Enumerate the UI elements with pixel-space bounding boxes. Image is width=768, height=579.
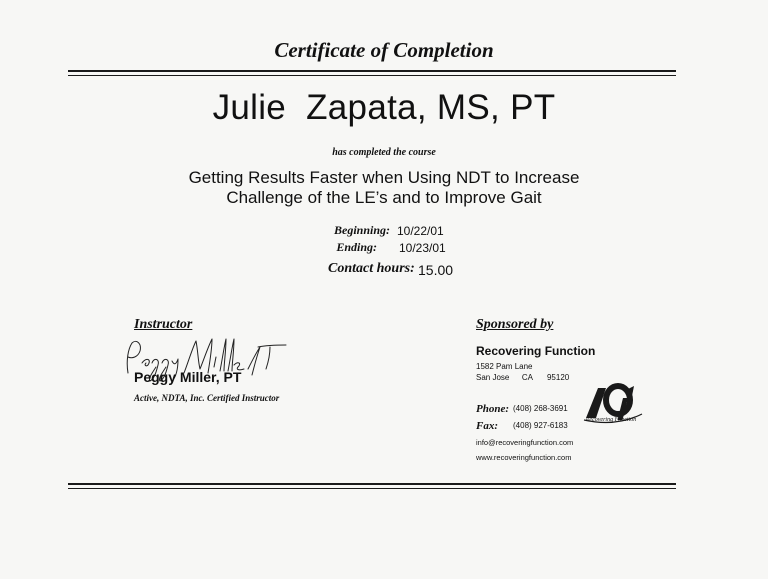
- contact-hours-value: 15.00: [418, 262, 454, 278]
- fax-value: (408) 927-6183: [513, 421, 568, 430]
- course-title-line2: Challenge of the LE’s and to Improve Gait: [226, 188, 542, 207]
- sponsor-state: CA: [521, 373, 533, 382]
- ending-value: 10/23/01: [399, 241, 446, 255]
- certificate-title: Certificate of Completion: [274, 38, 494, 62]
- ending-label: Ending:: [336, 240, 377, 254]
- fax-label: Fax:: [476, 420, 498, 432]
- beginning-value: 10/22/01: [397, 224, 444, 238]
- recipient-name: Julie Zapata, MS, PT: [212, 88, 556, 127]
- phone-label: Phone:: [476, 403, 509, 415]
- sponsor-zip: 95120: [546, 373, 570, 382]
- course-title: [0, 168, 768, 208]
- sponsor-name: Recovering Function: [476, 344, 596, 358]
- top-divider-thin: [68, 75, 676, 76]
- completed-text: has completed the course: [332, 147, 436, 158]
- logo-caption: Recovering Function: [585, 417, 637, 423]
- sponsor-city-line: [476, 373, 569, 382]
- bottom-divider-thin: [68, 488, 676, 489]
- bottom-divider: [68, 483, 676, 485]
- course-title-line1: Getting Results Faster when Using NDT to Increase: [188, 168, 580, 187]
- sponsor-email: info@recoveringfunction.com: [476, 438, 574, 447]
- instructor-heading: Instructor: [134, 317, 193, 332]
- beginning-label: Beginning:: [333, 223, 390, 237]
- sponsor-city: San Jose: [476, 373, 510, 382]
- instructor-name: Peggy Miller, PT: [134, 369, 242, 385]
- instructor-certification: Active, NDTA, Inc. Certified Instructor: [134, 393, 280, 403]
- contact-hours-label: Contact hours:: [328, 261, 415, 276]
- top-divider: [68, 70, 676, 72]
- sponsor-website: www.recoveringfunction.com: [476, 453, 572, 462]
- sponsor-street: 1582 Pam Lane: [476, 362, 533, 371]
- phone-value: (408) 268-3691: [513, 404, 568, 413]
- sponsor-heading: Sponsored by: [476, 317, 554, 332]
